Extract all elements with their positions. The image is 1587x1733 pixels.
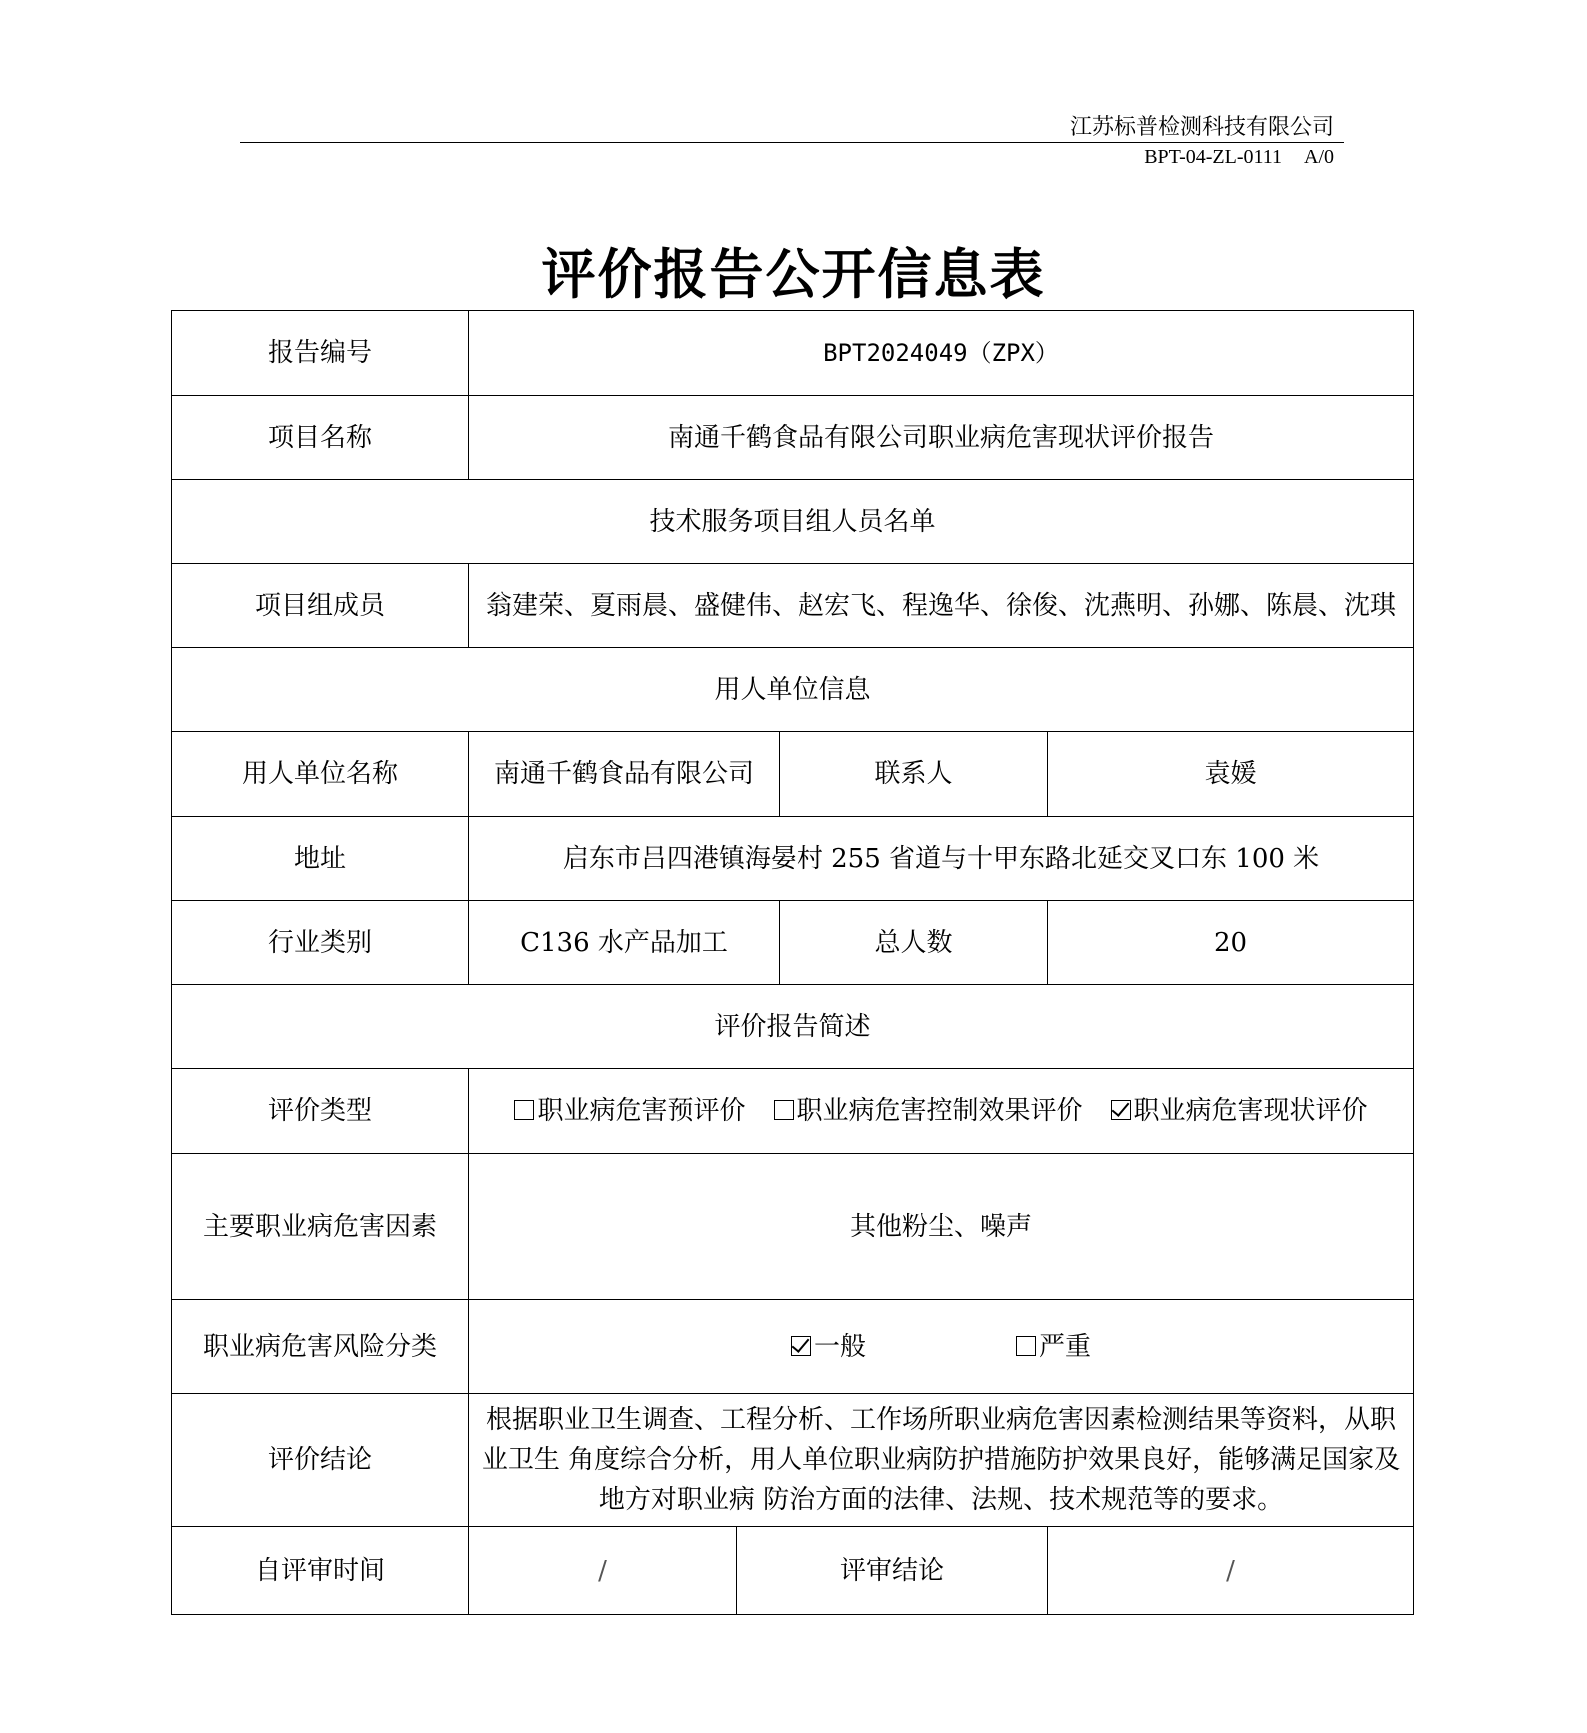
risk-option-label: 一般 <box>814 1331 867 1362</box>
info-table <box>171 310 1414 1615</box>
row-project-name <box>172 396 1414 480</box>
row-risk <box>172 1300 1414 1394</box>
checkbox-unchecked-icon[interactable] <box>514 1100 534 1120</box>
employer-section-heading: 用人单位信息 <box>172 648 1414 732</box>
row-employer-section <box>172 648 1414 732</box>
document-code <box>1144 146 1334 169</box>
hazards-value: 其他粉尘、噪声 <box>469 1154 1414 1300</box>
review-result-label: 评审结论 <box>737 1527 1048 1615</box>
row-hazards <box>172 1154 1414 1300</box>
risk-options <box>469 1300 1414 1394</box>
risk-option-label: 严重 <box>1039 1331 1092 1362</box>
eval-type-option-current[interactable] <box>1111 1096 1368 1126</box>
eval-type-option-pre[interactable] <box>514 1096 745 1126</box>
summary-section-heading: 评价报告简述 <box>172 985 1414 1069</box>
review-time-label: 自评审时间 <box>172 1527 469 1615</box>
row-summary-section <box>172 985 1414 1069</box>
row-employer-name <box>172 732 1414 817</box>
hazards-label: 主要职业病危害因素 <box>172 1154 469 1300</box>
risk-option-serious[interactable] <box>1016 1332 1091 1362</box>
eval-type-label: 评价类型 <box>172 1069 469 1154</box>
project-name-value: 南通千鹤食品有限公司职业病危害现状评价报告 <box>469 396 1414 480</box>
checkbox-unchecked-icon[interactable] <box>774 1100 794 1120</box>
doc-code: BPT-04-ZL-0111 <box>1144 146 1282 168</box>
row-address <box>172 817 1414 901</box>
contact-label: 联系人 <box>780 732 1048 817</box>
row-members <box>172 564 1414 648</box>
report-no-label: 报告编号 <box>172 311 469 396</box>
headcount-label: 总人数 <box>780 901 1048 985</box>
row-conclusion <box>172 1394 1414 1527</box>
report-no-value: BPT2024049（ZPX） <box>469 311 1414 396</box>
members-value: 翁建荣、夏雨晨、盛健伟、赵宏飞、程逸华、徐俊、沈燕明、孙娜、陈晨、沈琪 <box>469 564 1414 648</box>
project-name-label: 项目名称 <box>172 396 469 480</box>
review-result-value: / <box>1048 1527 1414 1615</box>
row-eval-type <box>172 1069 1414 1154</box>
employer-name-value: 南通千鹤食品有限公司 <box>469 732 780 817</box>
conclusion-value: 根据职业卫生调查、工程分析、工作场所职业病危害因素检测结果等资料，从职业卫生 角度综合分析，用人单位职业病防护措施防护效果良好，能够满足国家及地方对职业病 防治方面的法律、法规、技术规范等的要求。 <box>469 1394 1414 1527</box>
address-value: 启东市吕四港镇海晏村 255 省道与十甲东路北延交叉口东 100 米 <box>469 817 1414 901</box>
page-title: 评价报告公开信息表 <box>541 242 1046 306</box>
row-industry <box>172 901 1414 985</box>
members-label: 项目组成员 <box>172 564 469 648</box>
eval-type-option-label: 职业病危害预评价 <box>537 1096 746 1126</box>
eval-type-option-control[interactable] <box>774 1096 1083 1126</box>
doc-version: A/0 <box>1304 146 1334 168</box>
row-report-no <box>172 311 1414 396</box>
employer-name-label: 用人单位名称 <box>172 732 469 817</box>
address-label: 地址 <box>172 817 469 901</box>
eval-type-options <box>469 1069 1414 1154</box>
eval-type-option-label: 职业病危害控制效果评价 <box>796 1096 1083 1126</box>
checkbox-unchecked-icon[interactable] <box>1016 1336 1036 1356</box>
team-section-heading: 技术服务项目组人员名单 <box>172 480 1414 564</box>
header-rule <box>240 142 1344 143</box>
headcount-value: 20 <box>1048 901 1414 985</box>
risk-option-general[interactable] <box>791 1332 866 1362</box>
risk-label: 职业病危害风险分类 <box>172 1300 469 1394</box>
row-team-section <box>172 480 1414 564</box>
row-review <box>172 1527 1414 1615</box>
checkbox-checked-icon[interactable] <box>1111 1100 1131 1120</box>
contact-value: 袁媛 <box>1048 732 1414 817</box>
checkbox-checked-icon[interactable] <box>791 1336 811 1356</box>
industry-label: 行业类别 <box>172 901 469 985</box>
company-name: 江苏标普检测科技有限公司 <box>1069 115 1334 140</box>
industry-value: C136 水产品加工 <box>469 901 780 985</box>
review-time-value: / <box>469 1527 737 1615</box>
conclusion-label: 评价结论 <box>172 1394 469 1527</box>
eval-type-option-label: 职业病危害现状评价 <box>1133 1096 1368 1126</box>
